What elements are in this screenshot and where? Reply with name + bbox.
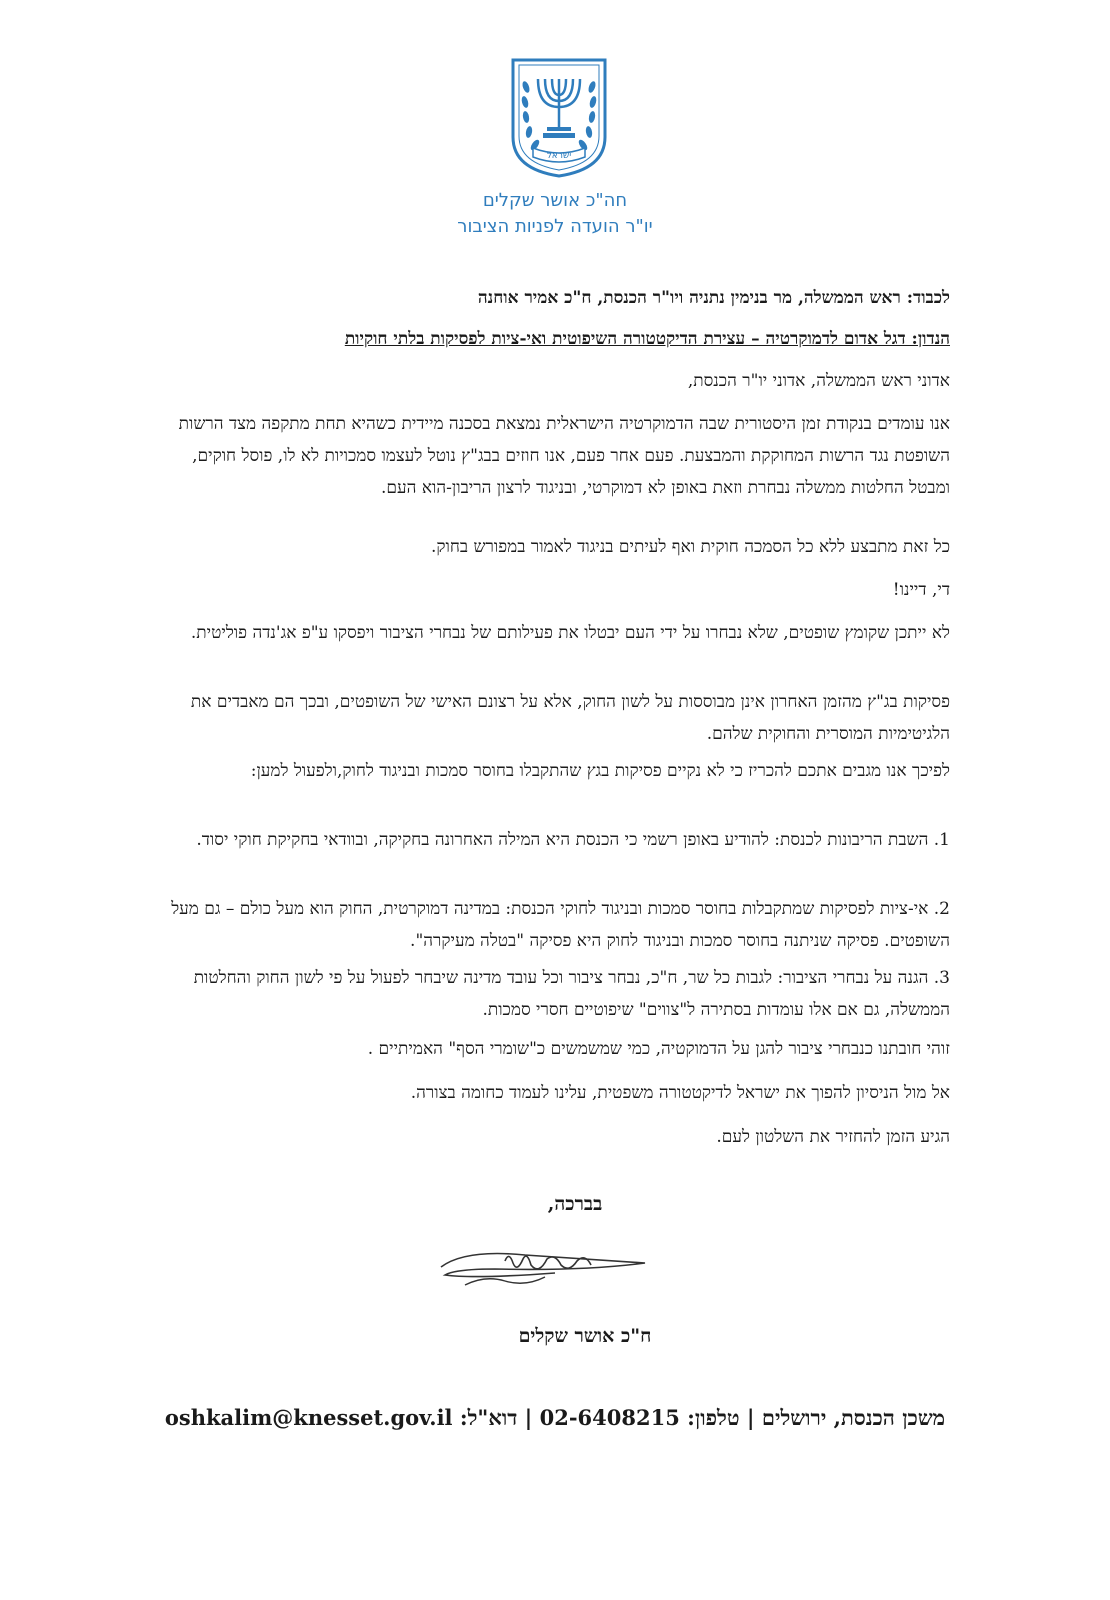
paragraph: כל זאת מתבצע ללא כל הסמכה חוקית ואף לעיתים בניגוד לאמור במפורש בחוק.	[431, 537, 950, 557]
list-item: 1. השבת הריבונות לכנסת: להודיע באופן רשמי כי הכנסת היא המילה האחרונה בחקיקה, ובוודאי בחקיקת חוקי יסוד.	[196, 830, 950, 850]
salutation: אדוני ראש הממשלה, אדוני יו"ר הכנסת,	[687, 371, 950, 391]
footer-email[interactable]: oshkalim@knesset.gov.il	[164, 1405, 453, 1430]
subject-line: הנדון: דגל אדום לדמוקרטיה – עצירת הדיקטטורה השיפוטית ואי-ציות לפסיקות בלתי חוקיות	[344, 329, 950, 349]
svg-text:ישראל: ישראל	[546, 151, 572, 161]
paragraph: די, דיינו!	[892, 580, 950, 600]
paragraph: לפיכך אנו מגבים אתכם להכריז כי לא נקיים פסיקות בגץ שהתקבלו בחוסר סמכות ובניגוד לחוק,ולפעול למען:	[250, 761, 950, 781]
footer-separator: |	[524, 1405, 533, 1430]
paragraph: פסיקות בג"ץ מהזמן האחרון אינן מבוססות על לשון החוק, אלא על רצונם האישי של השופטים, ובכך הם מאבדים את הלגיטימיות המוסרית והחוקית שלהם.	[190, 692, 950, 744]
footer-separator: |	[746, 1405, 755, 1430]
paragraph: אנו עומדים בנקודת זמן היסטורית שבה הדמוקרטיה הישראלית נמצאת בסכנה מיידית כשהיא תחת מתקפה מצד הרשות השופטת נגד הרשות המחוקקת והמבצעת. פעם אחר פעם, אנו חוזים בבג"ץ נוטל לעצמו סמכויות לא לו, פוסל חוקים, ומבטל החלטות ממשלה נבחרת וזאת באופן לא דמוקרטי, ובניגוד לרצון הריבון-הוא העם.	[178, 414, 950, 498]
letterhead-role: יו"ר הועדה לפניות הציבור	[457, 216, 653, 237]
footer-phone-label: טלפון:	[687, 1405, 740, 1430]
list-item: 2. אי-ציות לפסיקות שמתקבלות בחוסר סמכות ובניגוד לחוקי הכנסת: במדינה דמוקרטית, החוק הוא מעל כולם – גם מעל השופטים. פסיקה שניתנה בחוסר סמכות ובניגוד לחוק היא פסיקה "בטלה מעיקרה".	[171, 899, 950, 951]
paragraph: הגיע הזמן להחזיר את השלטון לעם.	[716, 1127, 950, 1147]
closing: בברכה,	[547, 1193, 603, 1215]
footer-contact	[0, 1405, 1110, 1431]
signer-name: ח"כ אושר שקלים	[518, 1325, 652, 1347]
footer-phone: 02-6408215	[539, 1405, 680, 1430]
paragraph: לא ייתכן שקומץ שופטים, שלא נבחרו על ידי העם יבטלו את פעילותם של נבחרי הציבור ויפסקו ע"פ אג'נדה פוליטית.	[190, 623, 950, 643]
recipient-line: לכבוד: ראש הממשלה, מר בנימין נתניה ויו"ר הכנסת, ח"כ אמיר אוחנה	[477, 288, 950, 308]
israel-emblem-icon	[509, 57, 609, 179]
letterhead-name: חה"כ אושר שקלים	[482, 190, 628, 211]
paragraph: זוהי חובתנו כנבחרי ציבור להגן על הדמוקטיה, כמי שמשמשים כ"שומרי הסף" האמיתיים .	[367, 1039, 950, 1059]
handwritten-signature-icon	[435, 1245, 655, 1295]
list-item: 3. הגנה על נבחרי הציבור: לגבות כל שר, ח"כ, נבחר ציבור וכל עובד מדינה שיבחר לפעול על פי לשון החוק והחלטות הממשלה, גם אם אלו עומדות בסתירה ל"צווים" שיפוטיים חסרי סמכות.	[193, 968, 950, 1020]
paragraph: אל מול הניסיון להפוך את ישראל לדיקטטורה משפטית, עלינו לעמוד כחומה בצורה.	[410, 1083, 950, 1103]
footer-email-label: דוא"ל:	[459, 1405, 518, 1430]
footer-address: משכן הכנסת, ירושלים	[761, 1405, 946, 1430]
